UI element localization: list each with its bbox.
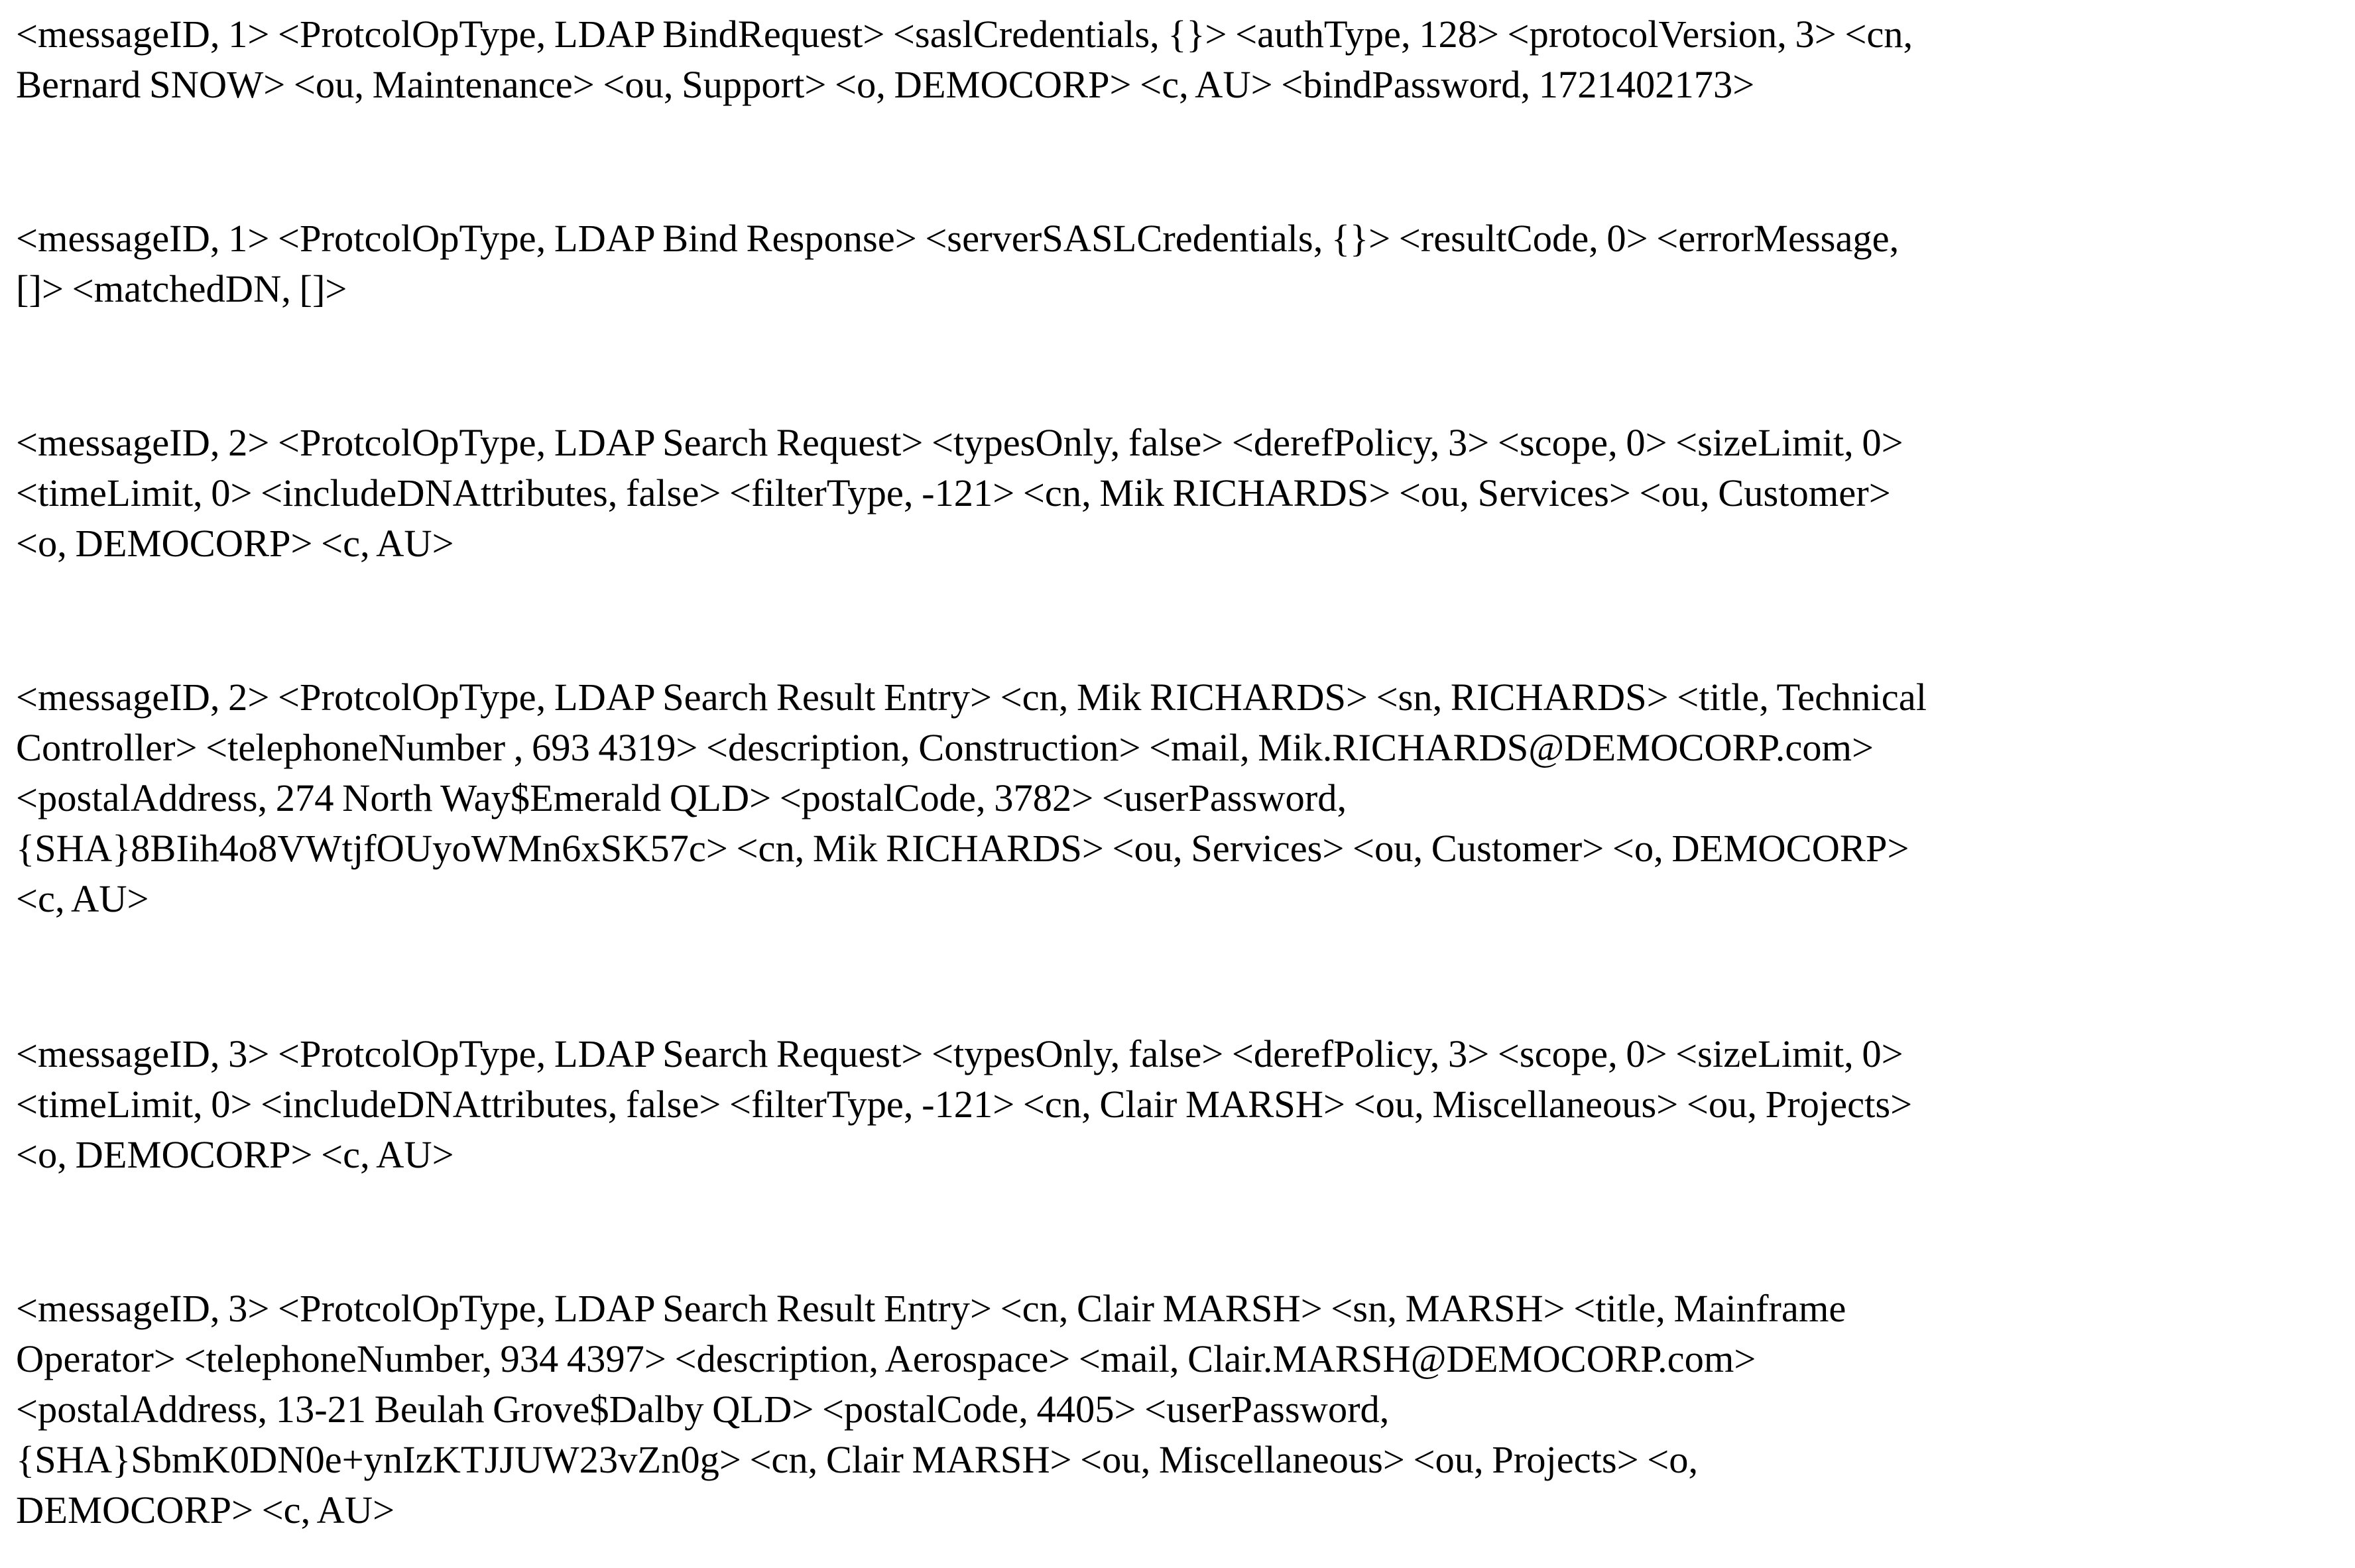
search-result-entry-record	[16, 1284, 2336, 1536]
record-line: <messageID, 2> <ProtcolOpType, LDAP Search Result Entry> <cn, Mik RICHARDS> <sn, RICHARDS> <title, Technical	[16, 676, 1927, 719]
record-line: <o, DEMOCORP> <c, AU>	[16, 522, 454, 565]
record-line: <messageID, 1> <ProtcolOpType, LDAP Bind Response> <serverSASLCredentials, {}> <resultCode, 0> <errorMessage,	[16, 217, 1900, 260]
record-line: <postalAddress, 13-21 Beulah Grove$Dalby QLD> <postalCode, 4405> <userPassword,	[16, 1388, 1390, 1431]
search-result-entry-record	[16, 672, 2336, 924]
record-line: {SHA}8BIih4o8VWtjfOUyoWMn6xSK57c> <cn, Mik RICHARDS> <ou, Services> <ou, Customer> <o, DEMOCORP>	[16, 827, 1909, 870]
record-line: Operator> <telephoneNumber, 934 4397> <description, Aerospace> <mail, Clair.MARSH@DEMOCORP.com>	[16, 1337, 1756, 1380]
record-line: <o, DEMOCORP> <c, AU>	[16, 1133, 454, 1176]
record-line: <messageID, 1> <ProtcolOpType, LDAP BindRequest> <saslCredentials, {}> <authType, 128> <protocolVersion, 3> <cn,	[16, 13, 1913, 56]
record-line: <timeLimit, 0> <includeDNAttributes, false> <filterType, -121> <cn, Clair MARSH> <ou, Miscellaneous> <ou, Projects>	[16, 1083, 1913, 1126]
search-request-record	[16, 418, 2336, 569]
search-request-record	[16, 1029, 2336, 1180]
record-line: {SHA}SbmK0DN0e+ynIzKTJJUW23vZn0g> <cn, Clair MARSH> <ou, Miscellaneous> <ou, Projects> <o,	[16, 1438, 1699, 1481]
record-line: Controller> <telephoneNumber , 693 4319> <description, Construction> <mail, Mik.RICHARDS@DEMOCORP.com>	[16, 726, 1874, 769]
record-line: DEMOCORP> <c, AU>	[16, 1488, 395, 1532]
record-line: <postalAddress, 274 North Way$Emerald QLD> <postalCode, 3782> <userPassword,	[16, 776, 1347, 819]
record-line: <messageID, 3> <ProtcolOpType, LDAP Search Result Entry> <cn, Clair MARSH> <sn, MARSH> <title, Mainframe	[16, 1287, 1846, 1330]
record-line: []> <matchedDN, []>	[16, 267, 347, 310]
record-line: <messageID, 2> <ProtcolOpType, LDAP Search Request> <typesOnly, false> <derefPolicy, 3> <scope, 0> <sizeLimit, 0>	[16, 421, 1903, 464]
bind-response-record	[16, 213, 2336, 314]
record-line: <timeLimit, 0> <includeDNAttributes, false> <filterType, -121> <cn, Mik RICHARDS> <ou, Services> <ou, Customer>	[16, 471, 1891, 514]
bind-request-record	[16, 9, 2336, 110]
record-line: <messageID, 3> <ProtcolOpType, LDAP Search Request> <typesOnly, false> <derefPolicy, 3> <scope, 0> <sizeLimit, 0>	[16, 1032, 1903, 1075]
record-line: Bernard SNOW> <ou, Maintenance> <ou, Support> <o, DEMOCORP> <c, AU> <bindPassword, 1721402173>	[16, 63, 1755, 106]
record-line: <c, AU>	[16, 877, 149, 920]
